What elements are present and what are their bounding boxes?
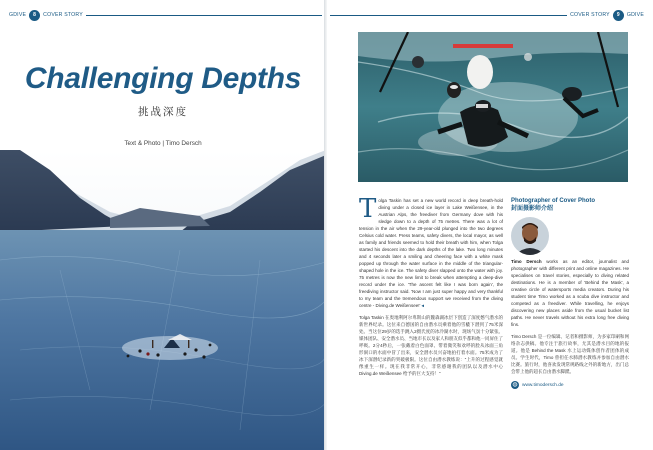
byline: Text & Photo | Timo Dersch — [124, 140, 202, 147]
header-rule — [86, 15, 322, 16]
globe-icon: ◍ — [512, 382, 518, 388]
bio-heading: Photographer of Cover Photo — [511, 198, 595, 204]
article-title: Challenging Depths — [24, 62, 302, 95]
frozen-lake-photo — [0, 150, 326, 450]
article-body-cn: Tolga Taskin 在奥地利阿尔卑斯山的魏森湖冰层下创造了深度憋气潜水的新世界纪录。这位来自德国的自由潜水员乘着他的雪橇下潜到了75米深处。当这位29岁的选手跳入2摄氏度的冰冷湖水时，现场气氛十分紧张。媒体团队、安全潜水员、当地市长以及家人和朋友似乎都和他一同屏住了呼吸。2分4秒后，一张戴着白色面罩、带着微笑和欢呼的脸从冰面三角形洞口的水面中冒了出来，安全潜水员兴奋地拍打着水面。75米成为了冰下深潜纪录新的突破极限。这位自由潜水教练说：“上升的过程感觉就像重生一样。现在我非常开心，非常感谢我的团队以及潜水中心 Diving.de Weißensee 给予的巨大支持！” — [359, 315, 503, 376]
page-number-left: 8 — [29, 10, 40, 21]
header-right — [330, 9, 644, 21]
left-page — [0, 0, 326, 450]
bio-heading-cn: 封面摄影师介绍 — [511, 206, 554, 212]
under-ice-diver-photo — [358, 32, 628, 182]
page-number-right: 9 — [613, 10, 624, 21]
article-body — [359, 194, 503, 377]
header-section: COVER STORY — [43, 12, 83, 18]
header-rule-right — [330, 15, 567, 16]
end-mark: ◂ — [421, 303, 424, 308]
header-section-right: COVER STORY — [570, 12, 610, 18]
website-link[interactable] — [511, 381, 629, 389]
photographer-portrait — [511, 217, 549, 255]
header-brand-right: GDIVE — [626, 12, 644, 18]
drop-cap: T — [359, 194, 377, 224]
header-brand: GDIVE — [9, 12, 27, 18]
photographer-name: Timo Dersch — [511, 259, 542, 264]
bio-text-cn: Timo Dersch 是一位编辑、记者和摄影师，为多家印刷和网络杂志供稿。他专注于旅行故事，尤其是潜水目的地的报道。他是 Behind the Mask 水上运动媒体创作者团体的成员。学生时代，Timo 曾担任水肺潜水教练并参加自由潜水比赛。旅行时，他喜欢发现常规路线之外的新地方，出门总会带上他的超长自由潜水脚蹼。 — [511, 334, 629, 374]
bio-text-en — [511, 258, 629, 328]
article-title-cn: 挑战深度 — [138, 106, 188, 118]
header-left — [9, 9, 322, 21]
article-body-en: olga Taskin has set a new world record in deep breath-hold diving under a closed ice layer in Lake Weißensee, in the Austrian Alps, the freediver from Germany dove with his sledge down to a depth of 75 metres. There was a lot of tension in the air when the 29-year-old plunged into the two degrees Celsius cold water. Press teams, safety divers, the local mayor, as well as family and friends seemed to hold their breath with him, when Tolga started his descent into the dark depths of the lake. Two long minutes and 4 seconds later a smiling and cheering face with a white mask popped up through the water surface in the middle of the triangular-shaped hole in the ice. The safety diver slapped onto the water with joy. 75 metres is now the new limit to break when attempting a deep-dive record under the ice. 'The ascent felt like I was born again', the freediving instructor said. 'Now I am just super happy and very thankful to my team and the tremendous support we received from the diving centre - Diving.de Weißensee!' — [359, 198, 503, 308]
website-url[interactable]: www.timodersch.de — [522, 382, 564, 388]
bio-description: works as an editor, journalist and photographer with different print and online magazines. He specialises on travel stories, especially to diving related destinations. He is a member of 'Behind the Mask', a creative circle of watersports media creators. During his student time Timo worked as a scuba dive instructor and competed as a freediver. While travelling, he enjoys discovering new places aside from the usual bucket list paths. He never travels without his extra long free diving fins. — [511, 259, 629, 327]
photographer-bio — [511, 197, 629, 389]
